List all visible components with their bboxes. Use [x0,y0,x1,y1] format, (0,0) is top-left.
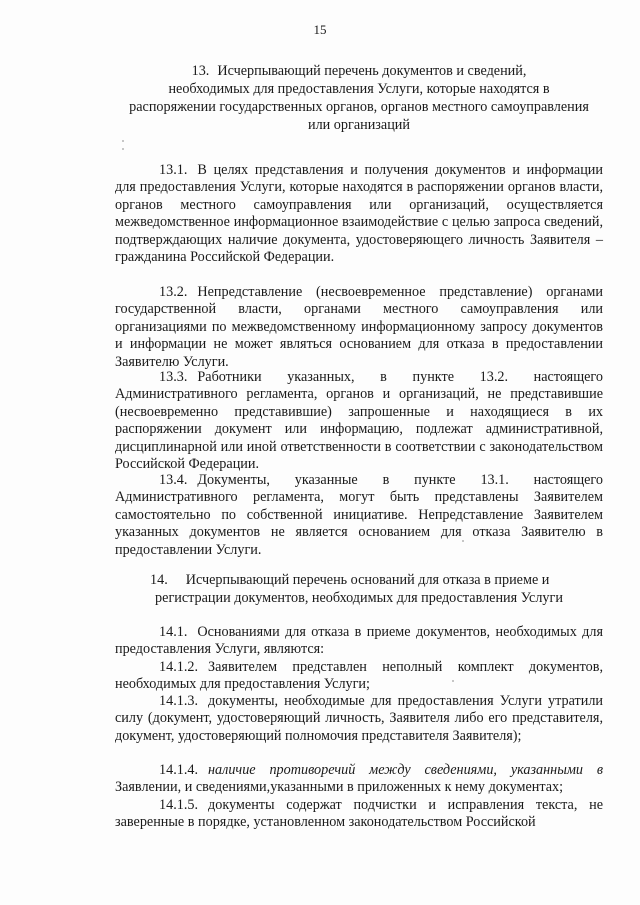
paragraph-14-1-5 [115,797,603,832]
paragraph-text: В целях представления и получения документов и информации для предоставления Услуги, которые находятся в распоряжении органов власти, органов местного самоуправления или организаций, осуществляется межведомственное информационное взаимодействие с целью запроса сведений, подтверждающих наличие документа, удостоверяющего личность Заявителя –гражданина Российской Федерации. [115,162,603,266]
paragraph-13-1 [115,162,603,266]
section-13-title-line-2: необходимых для предоставления Услуги, которые находятся в [168,81,550,97]
paragraph-text: Заявителем представлен неполный комплект документов, необходимых для предоставления Услуги; [115,659,603,693]
paragraph-text: документы, необходимые для предоставления Услуги утратили силу (документ, удостоверяющий личность, Заявителя либо его представителя, документ, удостоверяющий полномочия представителя Заявителя); [115,693,603,744]
paragraph-number: 14.1. [159,624,188,640]
paragraph-text: документы содержат подчистки и исправления текста, не заверенные в порядке, установленном законодательством Российской [115,797,603,831]
paragraph-text: Документы, указанные в пункте 13.1. настоящего Административного регламента, могут быть представлены Заявителем самостоятельно по собственной инициативе. Непредставление Заявителем указанных документов не является основанием для отказа Заявителю в предоставлении Услуги. [115,472,603,558]
paragraph-number: 13.2. [159,284,188,300]
paragraph-text: Работники указанных, в пункте 13.2. настоящего Административного регламента, органов и организаций, не представившие (несвоевременно представившие) запрошенные и находящиеся в их распоряжении документ или информацию, подлежат административной, дисциплинарной или иной ответственности в соответствии с законодательством Российской Федерации. [115,369,603,473]
section-13-number: 13. [191,63,210,79]
scan-speck [122,148,124,150]
paragraph-number: 14.1.5. [159,797,199,813]
section-13-title-line-3: распоряжении государственных органов, органов местного самоуправления [129,99,589,115]
section-14-number: 14. [150,572,168,588]
section-13-title-line-4: или организаций [308,117,410,133]
scan-speck [452,680,454,682]
paragraph-14-1-4 [115,762,603,797]
paragraph-13-2 [115,284,603,371]
paragraph-number: 13.4. [159,472,188,488]
paragraph-14-1 [115,624,603,659]
paragraph-13-4 [115,472,603,559]
paragraph-14-1-2 [115,659,603,694]
page-number: 15 [313,22,327,37]
paragraph-number: 14.1.4. [159,762,199,778]
paragraph-number: 14.1.3. [159,693,199,709]
paragraph-text: Непредставление (несвоевременное представление) органами государственной власти, органами местного самоуправления или организациями по межведомственному информационному запросу документов и информации не может являться основанием для отказа в предоставлении Заявителю Услуги. [115,284,603,370]
scan-speck [462,540,464,542]
paragraph-number: 14.1.2. [159,659,199,675]
section-14-title-line-1: 14. Исчерпывающий перечень оснований для отказа в приеме и [150,572,550,588]
paragraph-text-italic: наличие противоречий между сведениями, указанными в [208,762,603,778]
paragraph-number: 13.3. [159,369,188,385]
paragraph-text: Заявлении, и сведениями,указанными в приложенных к нему документах; [115,779,564,796]
section-13-title-line-1: 13. Исчерпывающий перечень документов и сведений, [191,63,527,79]
paragraph-14-1-3 [115,693,603,745]
paragraph-13-3 [115,369,603,473]
paragraph-text: Основаниями для отказа в приеме документов, необходимых для предоставления Услуги, являются: [115,624,603,658]
scan-speck [122,140,124,142]
paragraph-number: 13.1. [159,162,188,178]
section-14-title-line-2: регистрации документов, необходимых для предоставления Услуги [155,590,563,606]
